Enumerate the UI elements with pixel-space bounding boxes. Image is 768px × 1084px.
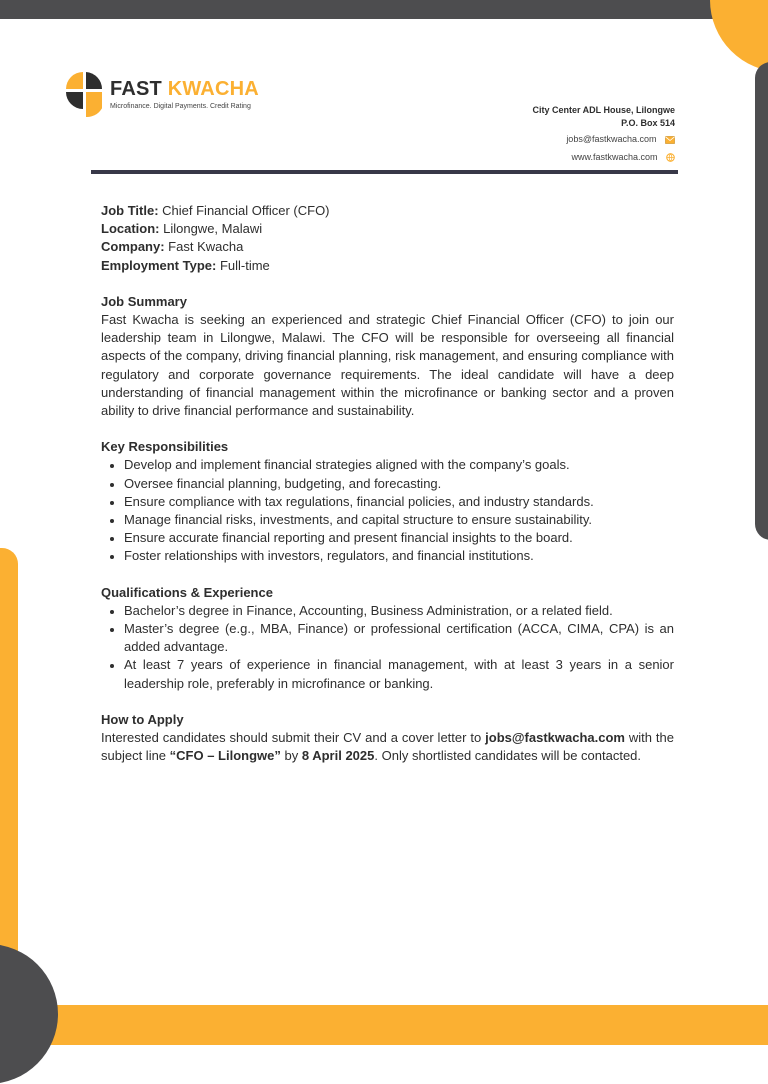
bottom-left-decor-circle <box>0 944 58 1084</box>
location-label: Location: <box>101 221 160 237</box>
company-logo <box>64 70 274 120</box>
company-value: Fast Kwacha <box>164 239 244 255</box>
brand-name-part1: FAST <box>110 78 162 100</box>
how-to-apply-heading: How to Apply <box>101 711 184 727</box>
job-summary-text: Fast Kwacha is seeking an experienced and strategic Chief Financial Officer (CFO) to join our leadership team in Lilongwe, Malawi. The CFO will be responsible for overseeing all financial aspects of the company, driving financial planning, risk management, and ensuring compliance with regulatory and corporate governance requirements. The ideal candidate will have a deep understanding of financial management within the microfinance or banking sector and a proven ability to drive financial performance and sustainability. <box>101 312 674 419</box>
globe-icon <box>666 153 675 162</box>
job-title-value: Chief Financial Officer (CFO) <box>158 203 330 218</box>
how-to-apply-text <box>101 729 674 765</box>
logo-mark-icon <box>64 70 102 118</box>
contact-website-link[interactable]: www.fastkwacha.com <box>571 152 658 162</box>
top-decor-bar <box>0 0 768 19</box>
location-row <box>101 220 674 238</box>
employment-type-label: Employment Type: <box>101 257 217 273</box>
responsibilities-heading: Key Responsibilities <box>101 439 229 455</box>
responsibility-item: • Develop and implement financial strategies aligned with the company’s goals. <box>124 456 674 474</box>
qualification-item: • Master’s degree (e.g., MBA, Finance) or professional certification (ACCA, CIMA, CPA) is an added advantage. <box>124 620 674 656</box>
employment-type-value: Full-time <box>216 257 270 273</box>
right-decor-bar <box>755 62 768 540</box>
address-line-1: City Center ADL House, Lilongwe <box>532 105 675 115</box>
brand-name-part2: KWACHA <box>167 78 259 100</box>
bottom-decor-bar <box>30 1005 768 1045</box>
apply-text-3: by <box>280 748 302 764</box>
apply-text-1: Interested candidates should submit their CV and a cover letter to <box>101 730 486 746</box>
company-row <box>101 238 674 256</box>
responsibility-item: • Ensure compliance with tax regulations, financial policies, and industry standards. <box>124 493 674 511</box>
job-title-row <box>101 202 674 220</box>
apply-subject-line: “CFO – Lilongwe” <box>169 748 281 764</box>
company-label: Company: <box>101 239 165 255</box>
envelope-icon <box>665 136 675 144</box>
brand-tagline: Microfinance. Digital Payments. Credit Rating <box>110 103 251 110</box>
qualifications-list <box>101 602 674 693</box>
apply-text-2: with the subject line <box>101 730 674 764</box>
contact-email-link[interactable]: jobs@fastkwacha.com <box>566 134 657 144</box>
responsibility-item: • Oversee financial planning, budgeting, and forecasting. <box>124 475 674 493</box>
job-posting-body <box>101 202 674 765</box>
qualification-item: • At least 7 years of experience in financial management, with at least 3 years in a senior leadership role, preferably in microfinance or banking. <box>124 656 674 692</box>
apply-text-4: . Only shortlisted candidates will be contacted. <box>374 748 642 764</box>
address-line-2: P.O. Box 514 <box>621 118 675 128</box>
brand-name <box>110 78 259 101</box>
apply-deadline: 8 April 2025 <box>301 748 375 764</box>
responsibility-item: • Foster relationships with investors, regulators, and financial institutions. <box>124 547 674 565</box>
apply-email-link[interactable]: jobs@fastkwacha.com <box>485 730 625 746</box>
job-title-label: Job Title: <box>101 203 159 218</box>
contact-email-row <box>532 130 675 148</box>
responsibility-item: • Manage financial risks, investments, and capital structure to ensure sustainability. <box>124 511 674 529</box>
employment-type-row <box>101 257 674 275</box>
qualifications-heading: Qualifications & Experience <box>101 584 273 600</box>
location-value: Lilongwe, Malawi <box>159 221 263 237</box>
job-summary-heading: Job Summary <box>101 293 187 309</box>
contact-block <box>532 104 675 166</box>
qualification-item: • Bachelor’s degree in Finance, Accounting, Business Administration, or a related field. <box>124 602 674 620</box>
top-right-decor-circle <box>710 0 768 72</box>
header-divider <box>91 170 678 174</box>
responsibilities-list <box>101 456 674 565</box>
responsibility-item: • Ensure accurate financial reporting and present financial insights to the board. <box>124 529 674 547</box>
contact-website-row <box>532 148 675 166</box>
